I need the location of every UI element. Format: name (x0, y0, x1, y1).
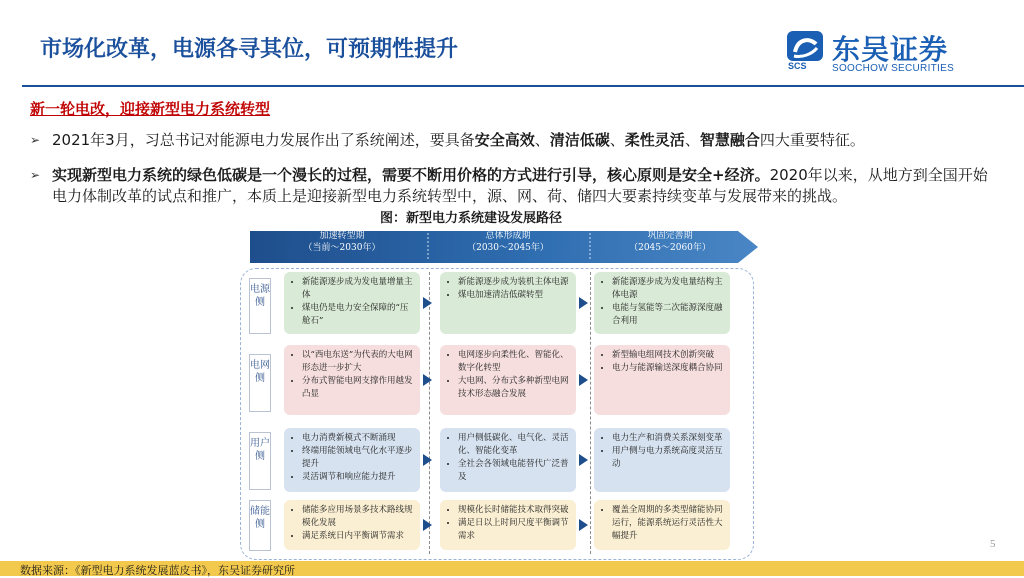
bullet1-text-end: 四大重要特征。 (759, 131, 865, 149)
phase-name: 巩固完善期 (647, 231, 693, 241)
arrow-right-icon (423, 374, 432, 386)
phase-period: （2045～2060年） (629, 243, 711, 253)
path-cell (284, 428, 420, 492)
arrow-right-icon (423, 297, 432, 309)
cell-item: • 电网逐步向柔性化、智能化、数字化转型 (458, 349, 570, 375)
bullet2-bold-text: 实现新型电力系统的绿色低碳是一个漫长的过程，需要不断用价格的方式进行引导，核心原则是安全+经济。 (52, 166, 770, 184)
cell-item: • 灵活调节和响应能力提升 (302, 471, 414, 484)
cell-item: • 以“西电东送”为代表的大电网形态进一步扩大 (302, 349, 414, 375)
phase-label (428, 230, 588, 254)
cell-item: • 煤电仍是电力安全保障的“压舱石” (302, 302, 414, 328)
bullet-arrow-icon: ➢ (30, 133, 41, 147)
cell-item: • 新能源逐步成为装机主体电源 (458, 276, 570, 289)
cell-item: • 新能源逐步成为发电量结构主体电源 (612, 276, 724, 302)
path-cell (284, 500, 420, 550)
bullet2-text: 2020年以来，从地方到全国开始电力体制改革的试点和推广，本质上是迎接新型电力系统转型中，源、网、荷、储四大要素持续变革与发展带来的挑战。 (52, 166, 988, 205)
cell-item: • 大电网、分布式多种新型电网技术形态融合发展 (458, 375, 570, 401)
cell-item: • 电能与氢能等二次能源深度融合利用 (612, 302, 724, 328)
cell-item: • 满足系统日内平衡调节需求 (302, 530, 414, 543)
logo-chinese-name: 东吴证券 (832, 33, 949, 66)
path-cell (440, 345, 576, 415)
path-cell (284, 345, 420, 415)
row-label-grid: 电网侧 (249, 354, 271, 412)
cell-item: • 用户侧与电力系统高度灵活互动 (612, 445, 724, 471)
cell-item: • 全社会各领域电能替代广泛普及 (458, 458, 570, 484)
cell-item: • 用户侧低碳化、电气化、灵活化、智能化变革 (458, 432, 570, 458)
data-source: 数据来源：《新型电力系统发展蓝皮书》，东吴证券研究所 (20, 564, 295, 577)
path-cell (594, 345, 730, 415)
bullet-point-1 (30, 130, 1010, 151)
phase-name: 总体形成期 (485, 231, 531, 241)
logo-english-name: SOOCHOW SECURITIES (832, 63, 955, 74)
cell-item: • 覆盖全周期的多类型储能协同运行，能源系统运行灵活性大幅提升 (612, 504, 724, 543)
cell-item: • 电力与能源输送深度耦合协同 (612, 362, 724, 375)
arrow-right-icon (579, 454, 588, 466)
path-cell (594, 500, 730, 550)
section-subheading: 新一轮电改，迎接新型电力系统转型 (30, 100, 271, 118)
bullet-arrow-icon: ➢ (30, 168, 41, 182)
column-divider (590, 272, 591, 554)
column-divider (429, 272, 430, 554)
bullet1-keyword: 柔性灵活 (624, 131, 685, 149)
bullet1-sep: 、 (534, 131, 550, 149)
phase-label (590, 230, 750, 254)
cell-item: • 规模化长时储能技术取得突破 (458, 504, 570, 517)
path-cell (594, 428, 730, 492)
phase-period: （2030～2045年） (467, 243, 549, 253)
row-label-user: 用户侧 (249, 432, 271, 490)
arrow-right-icon (579, 297, 588, 309)
arrow-right-icon (579, 519, 588, 531)
bullet-point-2 (30, 165, 1000, 207)
cell-item: • 储能多应用场景多技术路线规模化发展 (302, 504, 414, 530)
cell-item: • 电力消费新模式不断涌现 (302, 432, 414, 445)
bullet1-sep: 、 (684, 131, 700, 149)
phase-label (262, 230, 422, 254)
cell-item: • 终端用能领域电气化水平逐步提升 (302, 445, 414, 471)
bullet1-keyword: 清洁低碳 (549, 131, 610, 149)
cell-item: • 分布式智能电网支撑作用越发凸显 (302, 375, 414, 401)
page-number: 5 (990, 538, 996, 550)
path-cell (440, 500, 576, 550)
path-cell (594, 272, 730, 334)
cell-item: • 新能源逐步成为发电量增量主体 (302, 276, 414, 302)
cell-item: • 新型输电组网技术创新突破 (612, 349, 724, 362)
phase-name: 加速转型期 (319, 231, 365, 241)
arrow-right-icon (423, 519, 432, 531)
bullet1-keyword: 安全高效 (474, 131, 535, 149)
bullet1-sep: 、 (609, 131, 625, 149)
row-label-storage: 储能侧 (249, 500, 271, 551)
cell-item: • 电力生产和消费关系深刻变革 (612, 432, 724, 445)
figure-caption: 图：新型电力系统建设发展路径 (380, 211, 563, 226)
path-cell (284, 272, 420, 334)
path-cell (440, 428, 576, 492)
arrow-right-icon (423, 454, 432, 466)
arrow-right-icon (579, 374, 588, 386)
bullet1-text: 2021年3月，习总书记对能源电力发展作出了系统阐述，要具备 (52, 131, 475, 149)
logo-abbr: SCS (788, 61, 807, 71)
company-logo (786, 28, 986, 78)
cell-item: • 煤电加速清洁低碳转型 (458, 289, 570, 302)
path-cell (440, 272, 576, 334)
header-divider (22, 85, 1024, 87)
phase-period: （当前～2030年） (303, 243, 381, 253)
bullet1-keyword: 智慧融合 (699, 131, 760, 149)
cell-item: • 满足日以上时间尺度平衡调节需求 (458, 517, 570, 543)
page-title: 市场化改革，电源各寻其位，可预期性提升 (40, 37, 459, 62)
row-label-source: 电源侧 (249, 278, 271, 334)
